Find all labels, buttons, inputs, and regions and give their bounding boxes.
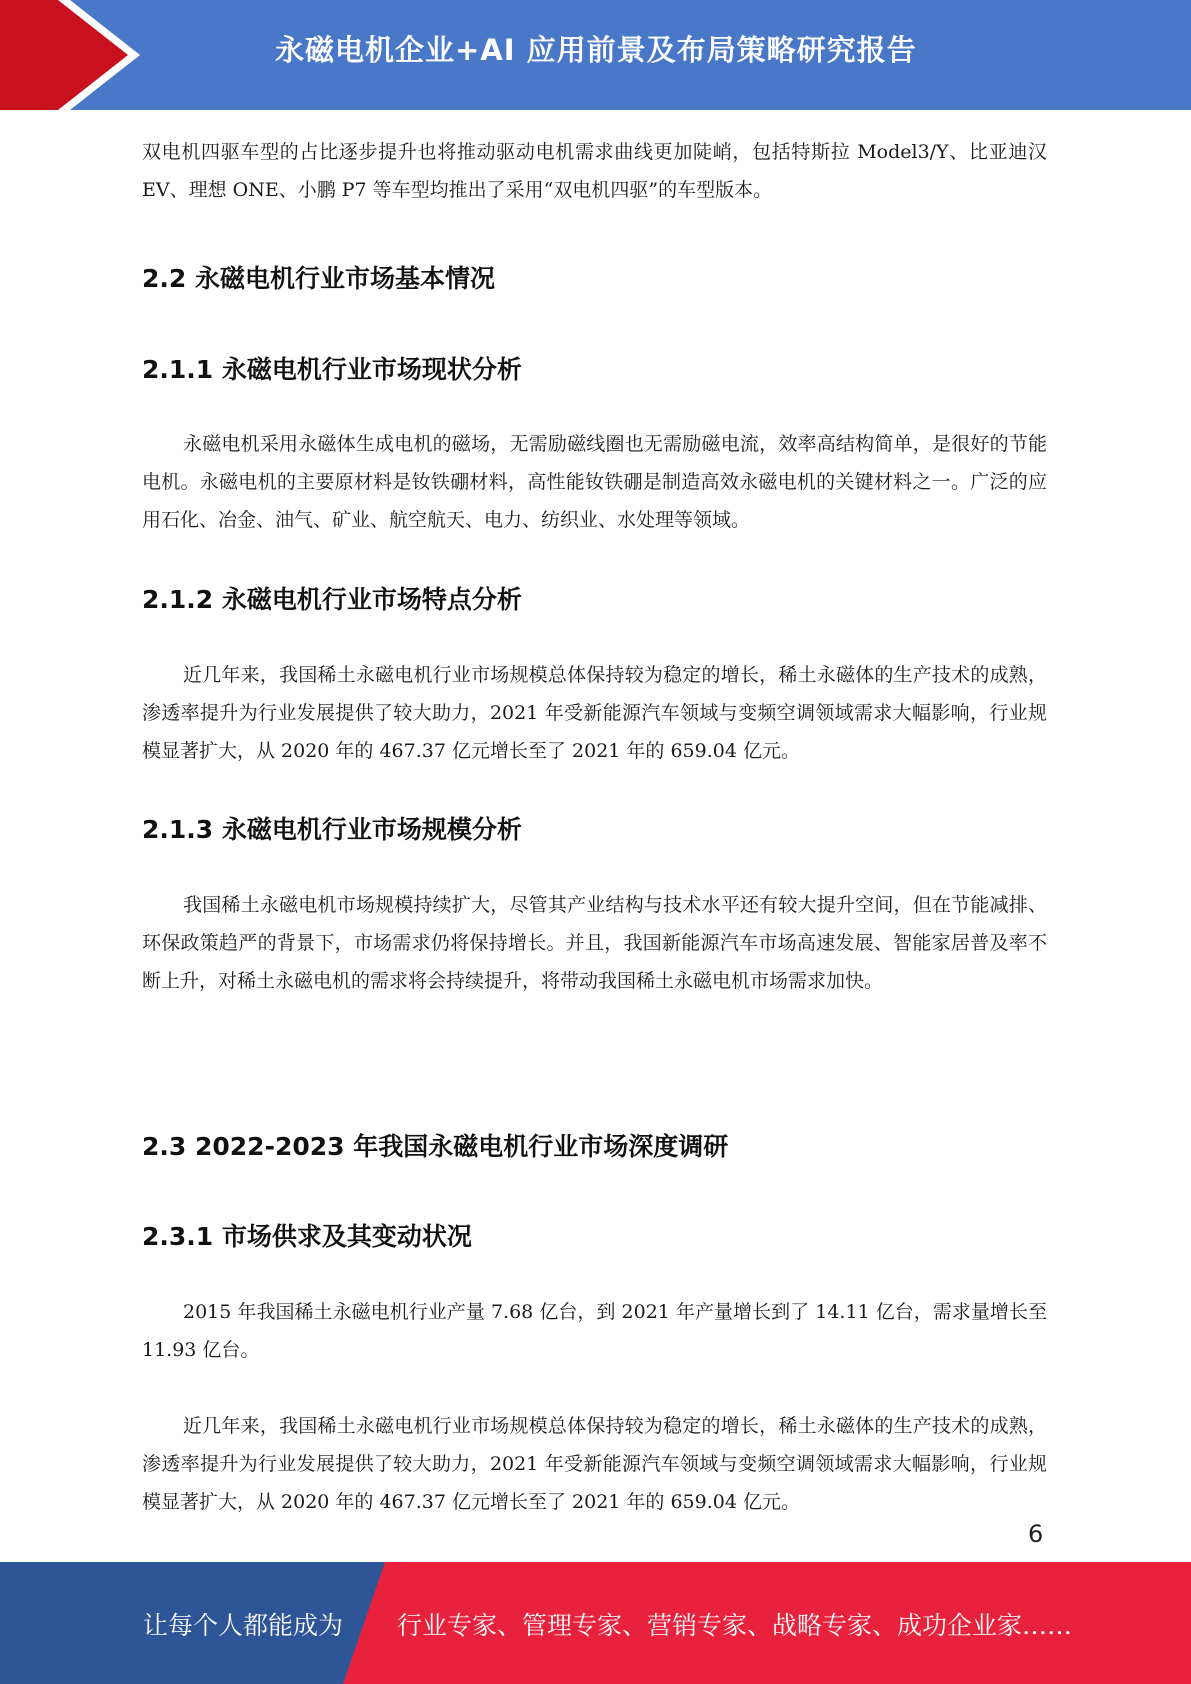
paragraph-2-1-1: 永磁电机采用永磁体生成电机的磁场，无需励磁线圈也无需励磁电流，效率高结构简单，是很好的节能电机。永磁电机的主要原材料是钕铁硼材料，高性能钕铁硼是制造高效永磁电机的关键材料之一。广泛的应用石化、冶金、油气、矿业、航空航天、电力、纺织业、水处理等领域。 [142,433,1047,531]
section-heading-2-1-2: 2.1.2 永磁电机行业市场特点分析 [142,585,522,614]
section-heading-2-3-1: 2.3.1 市场供求及其变动状况 [142,1222,472,1251]
paragraph-2-3-1-a: 2015 年我国稀土永磁电机行业产量 7.68 亿台，到 2021 年产量增长到了 14.11 亿台，需求量增长至 11.93 亿台。 [142,1301,1047,1361]
report-title: 永磁电机企业+AI 应用前景及布局策略研究报告 [275,33,917,67]
header-banner [0,0,1191,110]
page-number: 6 [1028,1520,1044,1548]
paragraph-2-1-2: 近几年来，我国稀土永磁电机行业市场规模总体保持较为稳定的增长，稀土永磁体的生产技术的成熟，渗透率提升为行业发展提供了较大助力，2021 年受新能源汽车领域与变频空调领域需求大幅影响，行业规模显著扩大，从 2020 年的 467.37 亿元增长至了 2021 年的 659.04 亿元。 [142,664,1047,762]
section-heading-2-2: 2.2 永磁电机行业市场基本情况 [142,264,495,293]
footer-slogan-right: 行业专家、管理专家、营销专家、战略专家、成功企业家…… [397,1611,1073,1640]
section-heading-2-1-1: 2.1.1 永磁电机行业市场现状分析 [142,355,522,384]
section-heading-2-3: 2.3 2022-2023 年我国永磁电机行业市场深度调研 [142,1132,729,1161]
footer-banner [0,1562,1191,1684]
section-heading-2-1-3: 2.1.3 永磁电机行业市场规模分析 [142,815,522,844]
paragraph-2-1-3: 我国稀土永磁电机市场规模持续扩大，尽管其产业结构与技术水平还有较大提升空间，但在节能减排、环保政策趋严的背景下，市场需求仍将保持增长。并且，我国新能源汽车市场高速发展、智能家居普及率不断上升，对稀土永磁电机的需求将会持续提升，将带动我国稀土永磁电机市场需求加快。 [142,894,1047,992]
intro-paragraph: 双电机四驱车型的占比逐步提升也将推动驱动电机需求曲线更加陡峭，包括特斯拉 Model3/Y、比亚迪汉 EV、理想 ONE、小鹏 P7 等车型均推出了采用“双电机四驱”的车型版本。 [142,141,1047,201]
footer-slogan-left: 让每个人都能成为 [143,1611,344,1640]
paragraph-2-3-1-b: 近几年来，我国稀土永磁电机行业市场规模总体保持较为稳定的增长，稀土永磁体的生产技术的成熟，渗透率提升为行业发展提供了较大助力，2021 年受新能源汽车领域与变频空调领域需求大幅影响，行业规模显著扩大，从 2020 年的 467.37 亿元增长至了 2021 年的 659.04 亿元。 [142,1415,1047,1513]
